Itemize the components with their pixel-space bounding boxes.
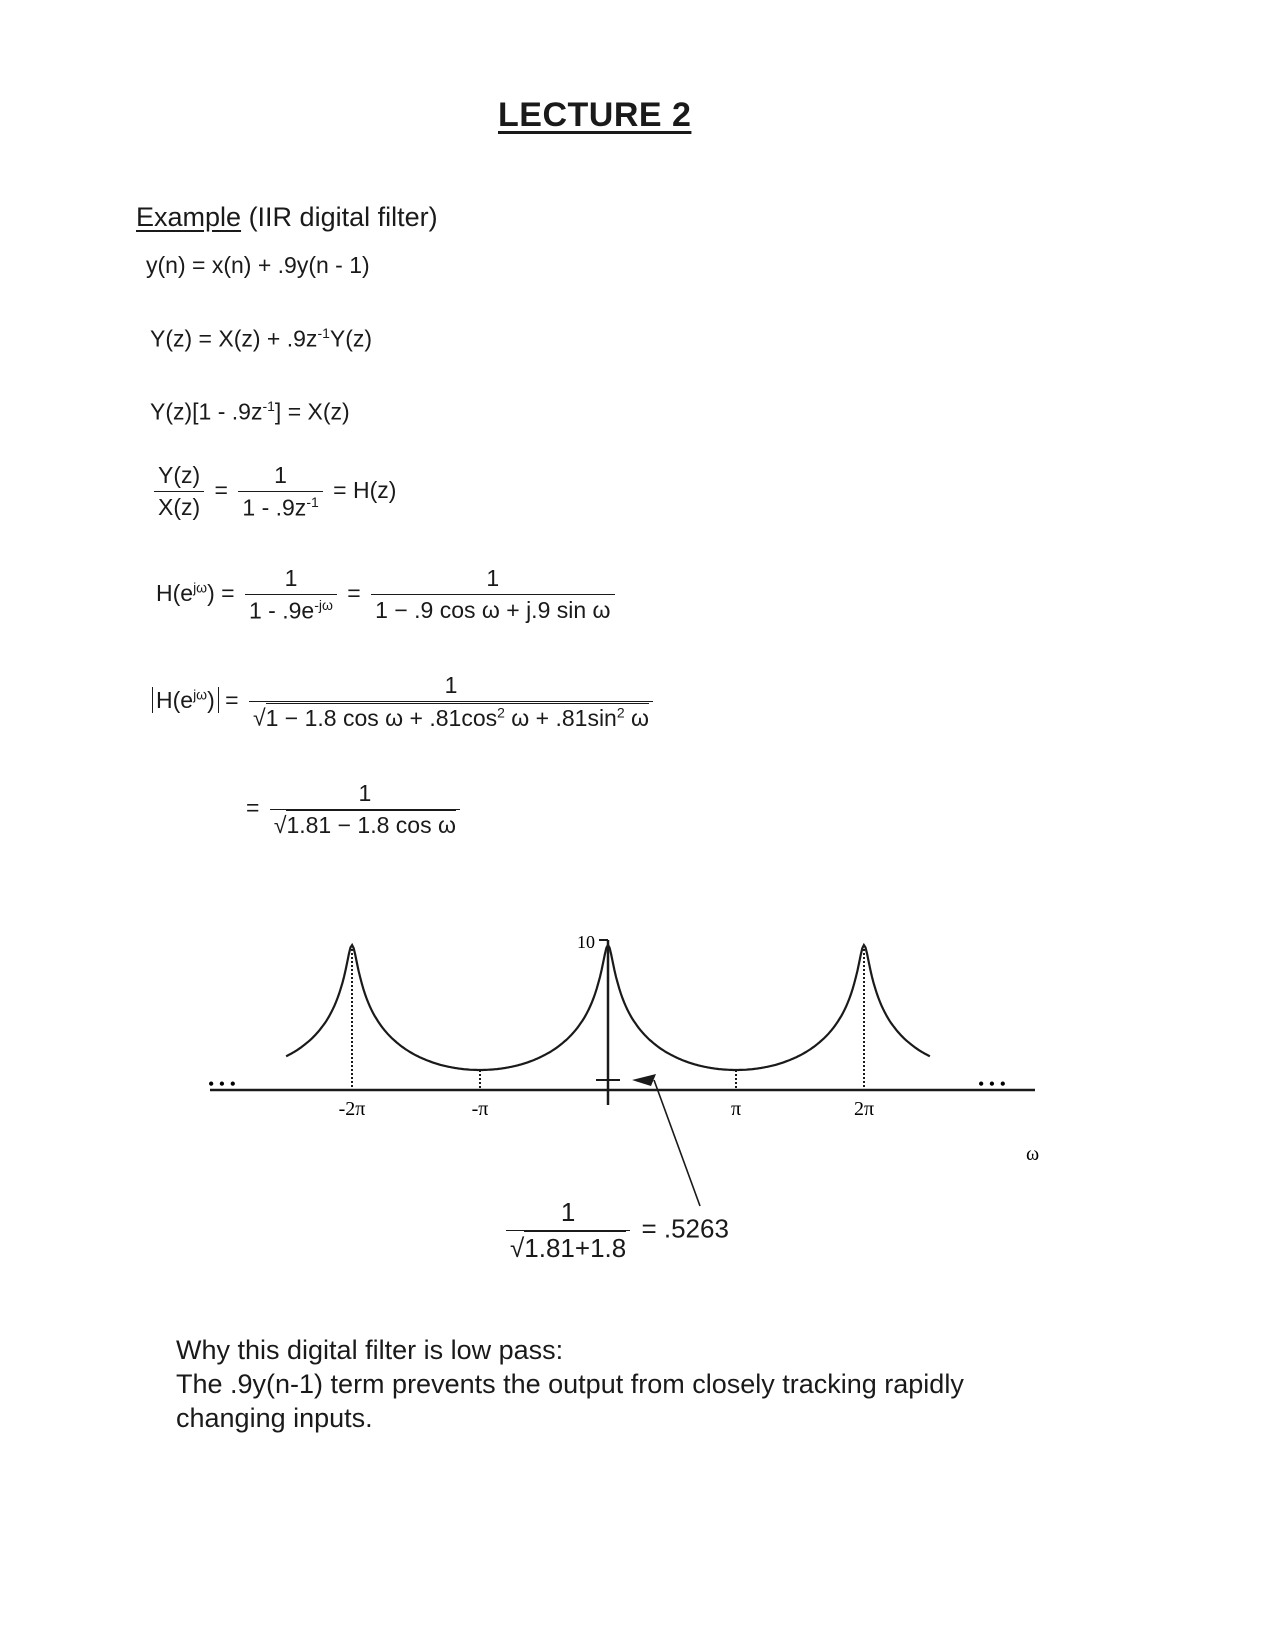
ratio-yx: $\frac{Y(z)}{X(z)}$	[154, 462, 204, 521]
transfer-function-equation: $\frac{Y(z)}{X(z)}$ = $\frac{1}{1 - .9z^{-1}}$ = H(z)	[150, 462, 396, 522]
factored-equation: $Y(z)[1 - .9z^{-1}] = X(z)$	[150, 398, 350, 425]
annotation-arrowhead	[632, 1074, 656, 1086]
minimum-value-annotation: $\frac{1}{√1.81+1.8}$ = .5263	[502, 1197, 729, 1264]
tick-label-minus-2pi: -2π	[338, 1098, 366, 1120]
simplified-fraction: $\frac{1}{\text{√1.81 − 1.8 cos ω}}$	[270, 780, 460, 839]
y-max-label: 10	[577, 932, 595, 952]
page-title: LECTURE 2	[498, 96, 692, 134]
ellipsis-left: • • •	[208, 1074, 236, 1094]
difference-equation: y(n) = x(n) + .9y(n - 1)	[146, 252, 370, 278]
tick-label-pi: π	[730, 1098, 742, 1120]
annotation-arrow-line	[654, 1080, 700, 1206]
explanation-line-3: changing inputs.	[176, 1403, 373, 1433]
example-subtitle: (IIR digital filter)	[248, 202, 438, 232]
simplified-magnitude-equation: = $\frac{1}{\text{√1.81 − 1.8 cos ω}}$	[246, 780, 464, 839]
transfer-fraction: $\frac{1}{1 - .9z^{-1}}$	[238, 462, 322, 522]
tick-label-2pi: 2π	[853, 1098, 875, 1120]
ellipsis-right: • • •	[978, 1074, 1006, 1094]
magnitude-equation: $H(e^{j\omega})$ = $\frac{1}{√1 - 1.8 \cos \omega + .81\cos^2 \omega + .81\sin^2 \omega}$	[152, 672, 657, 732]
z-transform-equation: $Y(z) = X(z) + .9z^{-1}Y(z)$	[150, 325, 373, 352]
magnitude-bars: $H(e^{j\omega})$	[152, 687, 219, 713]
freq-fraction-1: $\frac{1}{1 - .9e^{-j\omega}}$	[245, 565, 337, 625]
frequency-response-equation: $H(e^{j\omega})$ = $\frac{1}{1 - .9e^{-j\omega}}$ = $\frac{1}{\text{1 − .9 cos ω + j.9 sin ω}}$	[156, 565, 619, 625]
freq-fraction-2: $\frac{1}{\text{1 − .9 cos ω + j.9 sin ω}}$	[371, 565, 614, 624]
example-heading	[136, 202, 438, 233]
explanation-paragraph	[176, 1333, 1076, 1435]
x-axis-label: ω	[1026, 1143, 1040, 1165]
magnitude-fraction: $\frac{1}{√1 - 1.8 \cos \omega + .81\cos^2 \omega + .81\sin^2 \omega}$	[249, 672, 653, 732]
tick-label-minus-pi: -π	[471, 1098, 489, 1120]
example-label: Example	[136, 202, 242, 232]
explanation-line-2: The .9y(n-1) term prevents the output from closely tracking rapidly	[176, 1369, 964, 1399]
explanation-line-1: Why this digital filter is low pass:	[176, 1335, 564, 1365]
